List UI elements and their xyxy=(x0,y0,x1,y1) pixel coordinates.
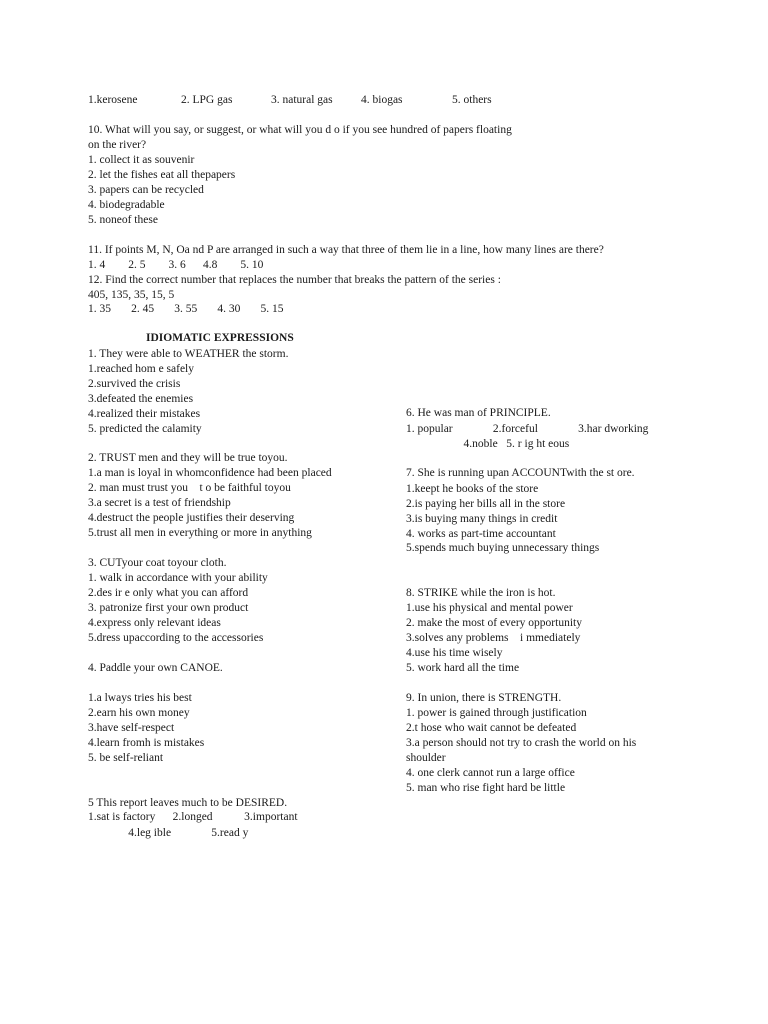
idiom-line: 1.a lways tries his best xyxy=(88,692,192,704)
idiom-line: 1.reached hom e safely xyxy=(88,363,195,375)
q12-series: 405, 135, 35, 15, 5 xyxy=(88,289,175,301)
idiom-line: 5. work hard all the time xyxy=(406,662,520,674)
idiom-line: 7. She is running upan ACCOUNTwith the st ore. xyxy=(406,467,635,479)
q12-options: 1. 35 2. 45 3. 55 4. 30 5. 15 xyxy=(88,303,284,315)
q10-option: 1. collect it as souvenir xyxy=(88,154,195,166)
idiom-line: 5.dress upaccording to the accessories xyxy=(88,632,264,644)
idiom-line: 1.sat is factory 2.longed 3.important xyxy=(88,811,298,823)
idiom-line: 3. CUTyour coat toyour cloth. xyxy=(88,557,227,569)
q10-option: 2. let the fishes eat all thepapers xyxy=(88,169,236,181)
idiom-line: 1.a man is loyal in whomconfidence had been placed xyxy=(88,467,332,479)
idiom-line: 2.des ir e only what you can afford xyxy=(88,587,249,599)
idiom-line: 4. Paddle your own CANOE. xyxy=(88,662,223,674)
fuel-option: 4. biogas xyxy=(361,94,403,106)
idiom-line: 3.have self-respect xyxy=(88,722,175,734)
q10-option: 4. biodegradable xyxy=(88,199,165,211)
idiom-line: 4.leg ible 5.read y xyxy=(88,827,249,839)
idiom-line: 3.a secret is a test of friendship xyxy=(88,497,231,509)
q12-question: 12. Find the correct number that replaces the number that breaks the pattern of the series : xyxy=(88,274,501,286)
idiom-line: 4.realized their mistakes xyxy=(88,408,201,420)
q10-option: 3. papers can be recycled xyxy=(88,184,204,196)
idiom-line: 2.earn his own money xyxy=(88,707,190,719)
idiom-line: 6. He was man of PRINCIPLE. xyxy=(406,407,551,419)
idiom-line: 2. TRUST men and they will be true toyou. xyxy=(88,452,288,464)
section-title: IDIOMATIC EXPRESSIONS xyxy=(146,332,294,344)
idiom-line: 5.spends much buying unnecessary things xyxy=(406,542,600,554)
idiom-line: 1.keept he books of the store xyxy=(406,483,539,495)
idiom-line: 3.is buying many things in credit xyxy=(406,513,558,525)
idiom-line: 1. walk in accordance with your ability xyxy=(88,572,268,584)
idiom-line: 2.t hose who wait cannot be defeated xyxy=(406,722,577,734)
idiom-line: 4.destruct the people justifies their deserving xyxy=(88,512,295,524)
idiom-line: 3.a person should not try to crash the world on his xyxy=(406,737,637,749)
idiom-line: 2.is paying her bills all in the store xyxy=(406,498,566,510)
idiom-line: 2. man must trust you t o be faithful toyou xyxy=(88,482,291,494)
idiom-line: 1.use his physical and mental power xyxy=(406,602,573,614)
q10-question: 10. What will you say, or suggest, or what will you d o if you see hundred of papers floating xyxy=(88,124,512,136)
fuel-option: 5. others xyxy=(452,94,492,106)
idiom-line: 4. works as part-time accountant xyxy=(406,528,556,540)
idiom-line: 2. make the most of every opportunity xyxy=(406,617,582,629)
idiom-line: 1. popular 2.forceful 3.har dworking xyxy=(406,423,649,435)
idiom-line: shoulder xyxy=(406,752,446,764)
idiom-line: 8. STRIKE while the iron is hot. xyxy=(406,587,556,599)
idiom-line: 4.noble 5. r ig ht eous xyxy=(406,438,570,450)
q10-question-cont: on the river? xyxy=(88,139,147,151)
q10-option: 5. noneof these xyxy=(88,214,158,226)
q11-options: 1. 4 2. 5 3. 6 4.8 5. 10 xyxy=(88,259,264,271)
idiom-line: 5. be self-reliant xyxy=(88,752,164,764)
fuel-option: 1.kerosene xyxy=(88,94,138,106)
idiom-line: 4.express only relevant ideas xyxy=(88,617,221,629)
idiom-line: 5.trust all men in everything or more in anything xyxy=(88,527,312,539)
idiom-line: 3. patronize first your own product xyxy=(88,602,249,614)
idiom-line: 5 This report leaves much to be DESIRED. xyxy=(88,797,288,809)
idiom-line: 9. In union, there is STRENGTH. xyxy=(406,692,562,704)
idiom-line: 4.learn fromh is mistakes xyxy=(88,737,205,749)
idiom-line: 1. power is gained through justification xyxy=(406,707,587,719)
idiom-line: 5. man who rise fight hard be little xyxy=(406,782,566,794)
idiom-line: 2.survived the crisis xyxy=(88,378,181,390)
idiom-line: 4.use his time wisely xyxy=(406,647,503,659)
q11-question: 11. If points M, N, Oa nd P are arranged in such a way that three of them lie in a line, how many lines are there? xyxy=(88,244,604,256)
idiom-line: 1. They were able to WEATHER the storm. xyxy=(88,348,289,360)
idiom-line: 3.defeated the enemies xyxy=(88,393,194,405)
idiom-line: 5. predicted the calamity xyxy=(88,423,202,435)
fuel-option: 2. LPG gas xyxy=(181,94,233,106)
idiom-line: 3.solves any problems i mmediately xyxy=(406,632,581,644)
fuel-option: 3. natural gas xyxy=(271,94,333,106)
idiom-line: 4. one clerk cannot run a large office xyxy=(406,767,575,779)
